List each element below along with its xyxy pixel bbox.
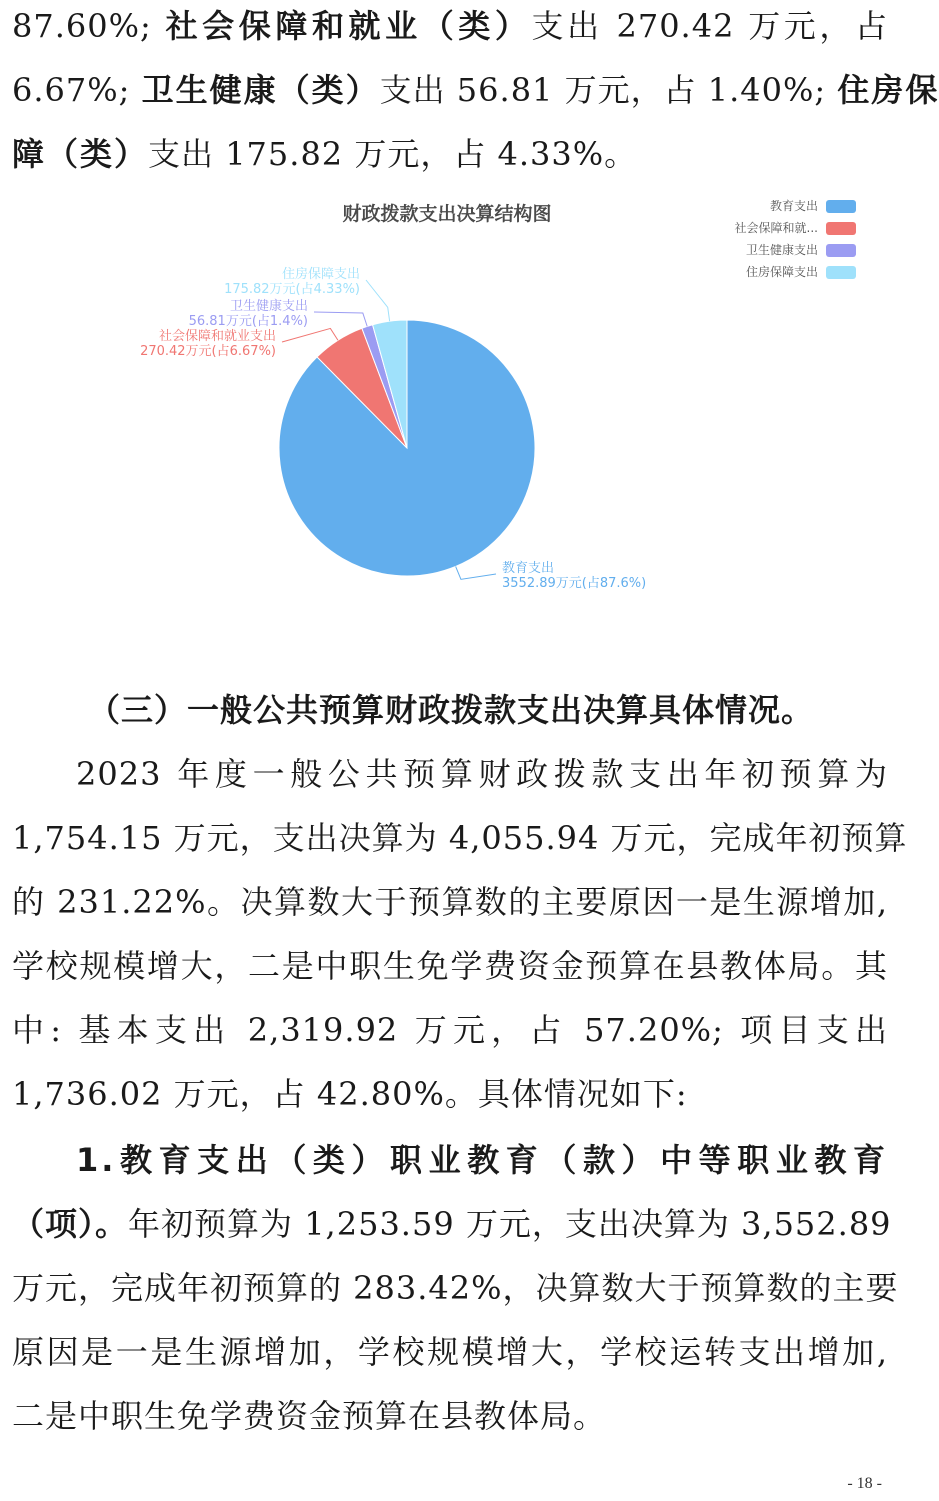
para1-line-1: 2023 年度一般公共预算财政拨款支出年初预算为: [76, 755, 888, 793]
legend-swatch: [826, 266, 856, 279]
text-segment: 年初预算为 1,253.59 万元，支出决算为 3,552.89: [128, 1205, 892, 1243]
label-leader-line: [282, 328, 338, 342]
expenditure-structure-pie-chart: [0, 188, 900, 618]
slice-label-name: 教育支出: [502, 561, 555, 576]
slice-label-value: 175.82万元(占4.33%): [224, 282, 360, 297]
item1-title-cont: （项）。: [12, 1205, 129, 1243]
slice-label-value: 270.42万元(占6.67%): [140, 344, 276, 359]
slice-label-name: 社会保障和就业支出: [158, 329, 276, 344]
label-leader-line: [366, 280, 390, 321]
para1-line-2: 1,754.15 万元，支出决算为 4,055.94 万元，完成年初预算: [12, 819, 908, 857]
label-leader-line: [314, 312, 367, 326]
slice-label-name: 住房保障支出: [281, 267, 360, 282]
item1-line-3: 原因是一是生源增加，学校规模增大，学校运转支出增加,: [12, 1333, 888, 1371]
text-segment: 6.67%;: [12, 71, 142, 109]
legend-label: 教育支出: [769, 199, 818, 213]
item1-line-2: 万元，完成年初预算的 283.42%，决算数大于预算数的主要: [12, 1269, 899, 1307]
slice-label-value: 3552.89万元(占87.6%): [502, 576, 647, 591]
slice-label-name: 卫生健康支出: [229, 299, 308, 314]
legend-label: 住房保障支出: [745, 265, 818, 279]
legend-label: 社会保障和就...: [734, 221, 818, 235]
text-line-3: [12, 134, 888, 174]
text-segment: 支出 270.42 万元，占: [531, 7, 888, 45]
legend-swatch: [826, 200, 856, 213]
text-segment: 87.60%;: [12, 7, 166, 45]
item1-line-1: [12, 1204, 892, 1244]
legend-swatch: [826, 222, 856, 235]
para1-line-5: 中: 基本支出 2,319.92 万元，占 57.20%; 项目支出: [12, 1011, 888, 1049]
para1-line-3: 的 231.22%。决算数大于预算数的主要原因一是生源增加,: [12, 883, 888, 921]
label-leader-line: [456, 566, 496, 579]
para1-line-4: 学校规模增大，二是中职生免学费资金预算在县教体局。其: [12, 947, 888, 985]
text-segment: 支出 175.82 万元，占 4.33%。: [148, 135, 638, 173]
category-name-housing-cont: 障（类）: [12, 135, 149, 173]
category-name-housing: 住房保: [837, 71, 939, 109]
category-name-health: 卫生健康（类）: [141, 71, 380, 109]
para1-line-6: 1,736.02 万元，占 42.80%。具体情况如下:: [12, 1075, 688, 1113]
page-number: - 18 -: [847, 1475, 882, 1492]
chart-legend: [735, 198, 856, 279]
item1-line-4: 二是中职生免学费资金预算在县教体局。: [12, 1397, 607, 1435]
category-name-social: 社会保障和就业（类）: [165, 7, 532, 45]
text-segment: 支出 56.81 万元，占 1.40%;: [379, 71, 838, 109]
chart-title: 财政拨款支出决算结构图: [342, 203, 552, 225]
legend-label: 卫生健康支出: [745, 243, 818, 257]
text-line-2: [12, 70, 939, 110]
text-line-1: [12, 6, 888, 46]
slice-label-value: 56.81万元(占1.4%): [188, 314, 308, 329]
item1-title: 1.教育支出（类）职业教育（款）中等职业教育: [76, 1141, 888, 1179]
section-heading: （三）一般公共预算财政拨款支出决算具体情况。: [88, 691, 815, 729]
pie-slices: [279, 320, 535, 576]
legend-swatch: [826, 244, 856, 257]
